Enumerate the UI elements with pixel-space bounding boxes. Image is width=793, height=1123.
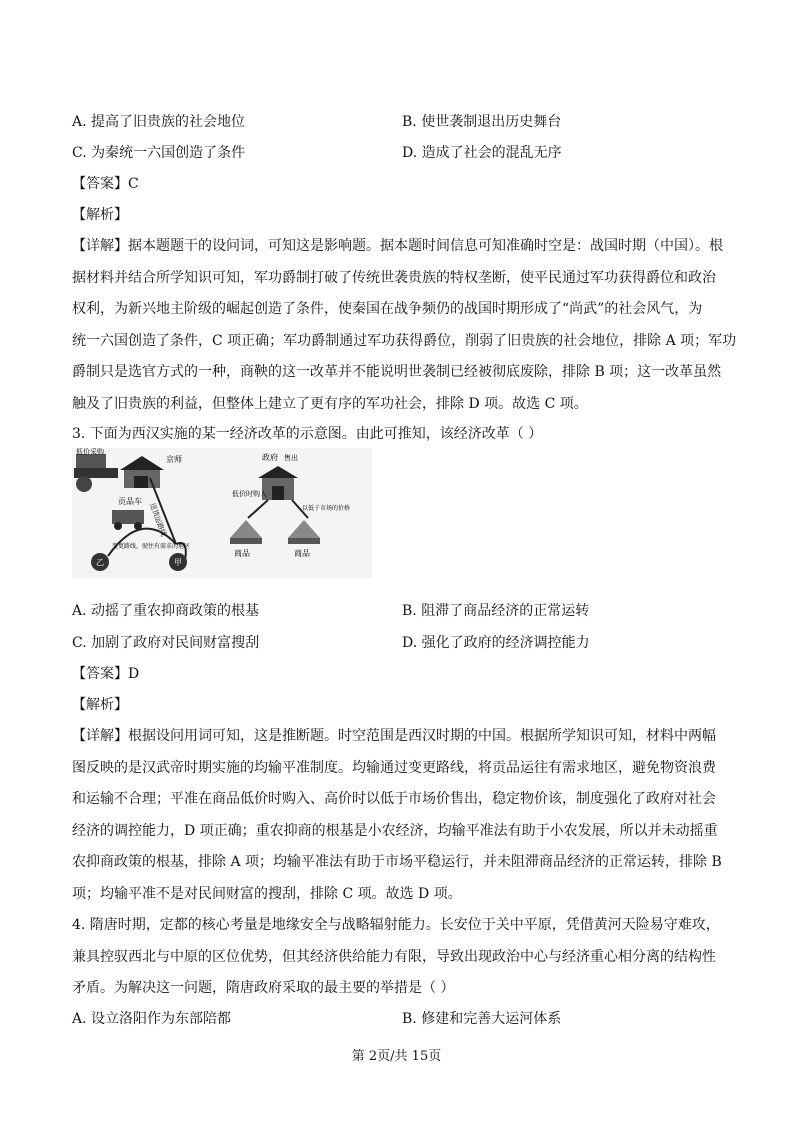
q2-option-d: D. 造成了社会的混乱无序	[402, 145, 562, 161]
q2-option-c: C. 为秦统一六国创造了条件	[72, 145, 246, 161]
label-buy-low: 低价时购入	[232, 491, 267, 498]
q3-option-a: A. 动摇了重农抑商政策的根基	[72, 603, 260, 619]
label-route: 送货运路线	[148, 502, 167, 538]
label-government: 政府	[262, 453, 278, 462]
q2-detail-line: 统一六国创造了条件，C 项正确；军功爵制通过军功获得爵位，削弱了旧贵族的社会地位，排除 A 项；军功	[72, 332, 737, 349]
q4-stem	[72, 910, 732, 1005]
q3-detail-line: 经济的调控能力，D 项正确；重农抑商的根基是小农经济，均输平准法有助于小农发展，所以并未动摇重	[72, 822, 718, 839]
label-place-b: 乙	[96, 558, 104, 567]
label-tribute-cart: 贡品车	[118, 497, 142, 506]
q2-detail-line: 触及了旧贵族的利益，但整体上建立了更有序的军功社会，排除 D 项。故选 C 项。	[72, 395, 588, 412]
q2-detail-line: 权利，为新兴地主阶级的崛起创造了条件，使秦国在战争频仍的战国时期形成了“尚武”的社会风气，为	[72, 301, 703, 317]
q3-option-b: B. 阻滞了商品经济的正常运转	[402, 603, 590, 619]
label-sell: 售出	[284, 455, 298, 462]
q2-analysis-heading: 【解析】	[72, 207, 128, 223]
page-footer: 第 2页/共 15页	[351, 1049, 442, 1064]
label-goods-left: 商品	[234, 549, 250, 558]
q3-stem: 3. 下面为西汉实施的某一经济改革的示意图。由此可推知，该经济改革（ ）	[72, 426, 543, 442]
q4-stem-line: 4. 隋唐时期，定都的核心考量是地缘安全与战略辐射能力。长安位于关中平原，凭借黄河天险易守难攻，	[72, 917, 720, 933]
q3-diagram	[72, 448, 372, 578]
q2-option-b: B. 使世袭制退出历史舞台	[402, 114, 562, 130]
q4-stem-line: 兼具控驭西北与中原的区位优势，但其经济供给能力有限，导致出现政治中心与经济重心相分离的结构性	[72, 948, 716, 965]
label-sell-high: 以低于市场的价格	[302, 506, 351, 512]
q3-detail-line: 和运输不合理；平准在商品低价时购入、高价时以低于市场价售出，稳定物价该，制度强化了政府对社会	[72, 791, 716, 807]
label-left-top: 低价采购	[76, 449, 104, 456]
q2-detail-line: 据材料并结合所学知识可知，军功爵制打破了传统世袭贵族的特权垄断，使平民通过军功获得爵位和政治	[72, 269, 716, 286]
label-capital: 京师	[166, 455, 182, 464]
q3-detail-line: 【详解】根据设问用词可知，这是推断题。时空范围是西汉时期的中国。根据所学知识可知，材料中两幅	[72, 728, 716, 744]
q2-detail	[72, 231, 737, 420]
q3-answer: 【答案】D	[72, 666, 140, 682]
q4-option-a: A. 设立洛阳作为东部陪都	[72, 1011, 232, 1027]
q3-analysis-heading: 【解析】	[72, 697, 128, 713]
q2-detail-line: 【详解】据本题题干的设问词，可知这是影响题。据本题时间信息可知准确时空是：战国时期（中国）。根	[72, 238, 723, 254]
label-change-route: 变更路线，驶往有需求的地区	[112, 544, 191, 550]
q3-detail	[72, 721, 732, 910]
label-place-a: 甲	[174, 558, 182, 567]
q2-detail-line: 爵制只是选官方式的一种，商鞅的这一改革并不能说明世袭制已经被彻底废除，排除 B 项；这一改革虽然	[72, 364, 722, 380]
q3-detail-line: 农抑商政策的根基，排除 A 项；均输平准法有助于市场平稳运行，并未阻滞商品经济的正常运转，排除 B	[72, 854, 722, 870]
q2-option-a: A. 提高了旧贵族的社会地位	[72, 114, 246, 130]
q3-detail-line: 项；均输平准不是对民间财富的搜刮，排除 C 项。故选 D 项。	[72, 885, 462, 902]
q4-stem-line: 矛盾。为解决这一问题，隋唐政府采取的最主要的举措是（ ）	[72, 980, 455, 996]
q3-option-c: C. 加剧了政府对民间财富搜刮	[72, 635, 260, 651]
q2-answer: 【答案】C	[72, 176, 139, 192]
q3-option-d: D. 强化了政府的经济调控能力	[402, 635, 590, 651]
q4-option-b: B. 修建和完善大运河体系	[402, 1011, 562, 1027]
label-goods-right: 商品	[294, 549, 310, 558]
q3-detail-line: 图反映的是汉武帝时期实施的均输平准制度。均输通过变更路线，将贡品运往有需求地区，避免物资浪费	[72, 759, 716, 776]
